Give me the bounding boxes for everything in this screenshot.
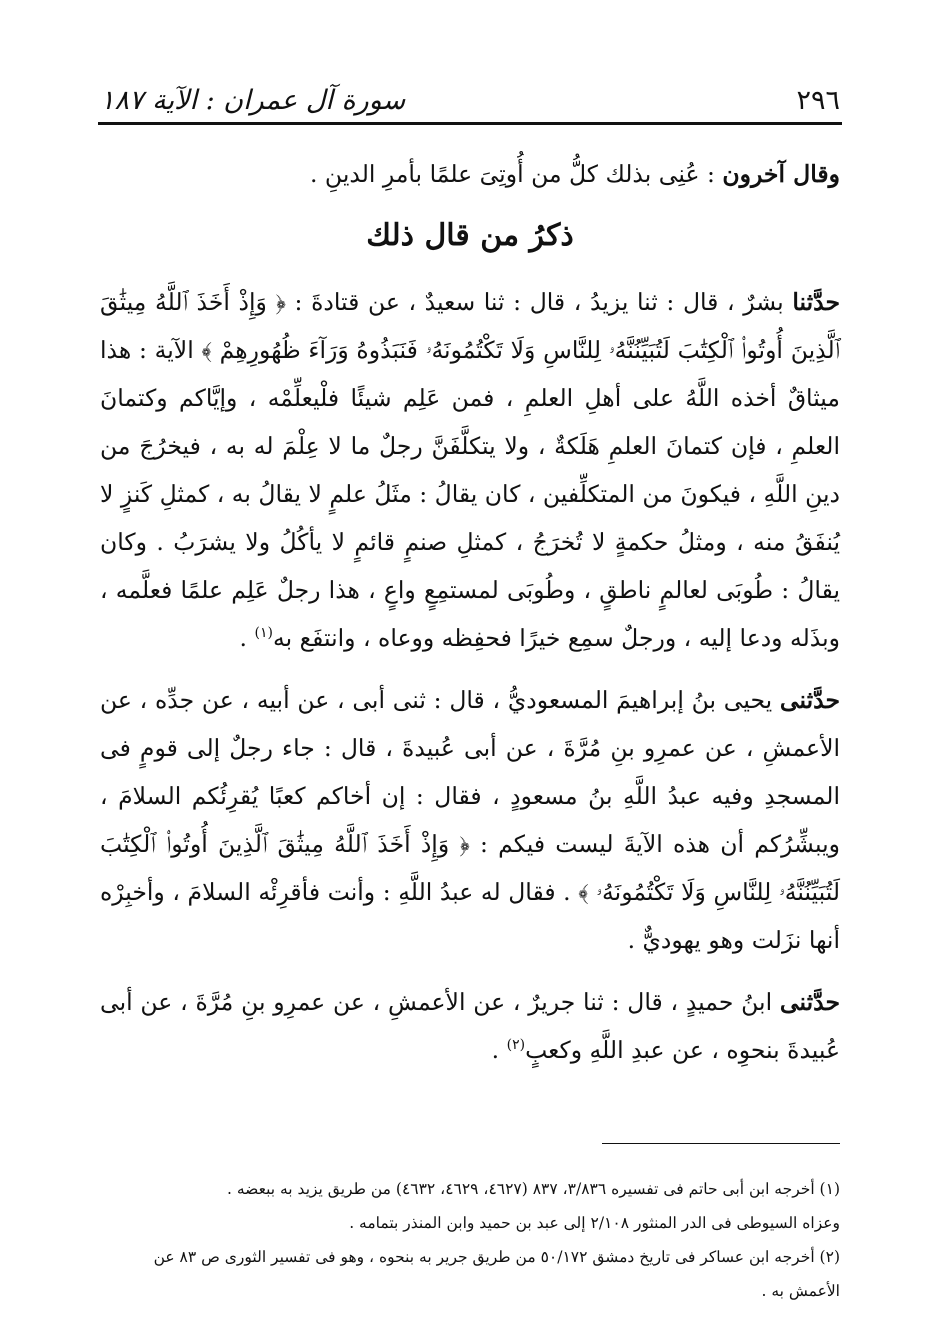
- section-heading: ذكرُ من قال ذلك: [366, 218, 574, 253]
- footnote: (٢) أخرجه ابن عساكر فى تاريخ دمشق ٥٠/١٧٢ من طريق جرير به بنحوه ، وهو فى تفسير الثورى ص ٨٣ عن الأعمش به .: [153, 1248, 840, 1300]
- page-number: ٢٩٦: [796, 85, 840, 116]
- narration-lead: حدَّثنى: [779, 988, 840, 1016]
- narration-paragraph: [100, 278, 840, 662]
- page-header: [100, 72, 840, 116]
- paragraph-lead: وقال آخرون: [722, 160, 840, 188]
- footnote: (١) أخرجه ابن أبى حاتم فى تفسيره ٣/٨٣٦، ٨٣٧ (٤٦٢٧، ٤٦٢٩، ٤٦٣٢) من طريق يزيد به ببعضه .: [227, 1180, 840, 1198]
- narration-paragraph: [100, 676, 840, 964]
- header-divider: [98, 122, 842, 125]
- paragraph-text: : عُنِى بذلك كلُّ من أُوتِىَ علمًا بأمرِ الدينِ .: [309, 160, 715, 188]
- footnote-marker: (١): [254, 625, 273, 642]
- sentence-end: .: [491, 1036, 500, 1064]
- narration-text: يحيى بنُ إبراهيمَ المسعوديُّ ، قال : ثنى أبى ، عن أبيه ، عن جدِّه ، عن الأعمشِ ، عن عمرِو بنِ مُرَّةَ ، عن أبى عُبيدةَ ، قال : جاء رجلٌ إلى قومٍ فى المسجدِ وفيه عبدُ اللَّهِ بنُ مسعودٍ ، فقال : إن أخاكم كعبًا يُقرِئُكم السلامَ ، ويبشِّرُكم أن هذه الآيةَ ليست فيكم : ﴿ وَإِذْ أَخَذَ ٱللَّهُ مِيثَٰقَ ٱلَّذِينَ أُوتُوا۟ ٱلْكِتَٰبَ لَتُبَيِّنُنَّهُۥ لِلنَّاسِ وَلَا تَكْتُمُونَهُۥ ﴾ . فقال له عبدُ اللَّهِ : وأنت فأقرِئْه السلامَ ، وأخبِرْه أنها نزَلت وهو يهوديٌّ .: [100, 686, 840, 954]
- footnote: وعزاه السيوطى فى الدر المنثور ٢/١٠٨ إلى عبد بن حميد وابن المنذر بتمامه .: [349, 1214, 840, 1232]
- opening-paragraph: [100, 150, 840, 198]
- main-text: [100, 150, 840, 1088]
- narration-paragraph: [100, 978, 840, 1074]
- narration-lead: حدَّثنى: [779, 686, 840, 714]
- running-title: سورة آل عمران : الآية ١٨٧: [100, 85, 406, 116]
- sentence-end: .: [239, 624, 248, 652]
- footnote-divider: [602, 1143, 840, 1144]
- narration-lead: حدَّثنا: [792, 288, 840, 316]
- narration-text: ابنُ حميدٍ ، قال : ثنا جريرٌ ، عن الأعمشِ ، عن عمرِو بنِ مُرَّةَ ، عن أبى عُبيدةَ بنحوِه ، عن عبدِ اللَّهِ وكعبٍ: [100, 988, 840, 1064]
- footnote-marker: (٢): [506, 1037, 526, 1054]
- footnotes: [100, 1172, 840, 1308]
- narration-text: بشرٌ ، قال : ثنا يزيدُ ، قال : ثنا سعيدٌ ، عن قتادةَ : ﴿ وَإِذْ أَخَذَ ٱللَّهُ مِيثَٰقَ ٱلَّذِينَ أُوتُوا۟ ٱلْكِتَٰبَ لَتُبَيِّنُنَّهُۥ لِلنَّاسِ وَلَا تَكْتُمُونَهُۥ فَنَبَذُوهُ وَرَآءَ ظُهُورِهِمْ ﴾ الآية : هذا ميثاقٌ أخذه اللَّهُ على أهلِ العلمِ ، فمن عَلِم شيئًا فلْيعلِّمْه ، وإيَّاكم وكتمانَ العلمِ ، فإن كتمانَ العلمِ هَلَكةٌ ، ولا يتكلَّفَنَّ رجلٌ ما لا عِلْمَ له به ، فيخرُجَ من دينِ اللَّهِ ، فيكونَ من المتكلِّفين ، كان يقالُ : مثَلُ علمٍ لا يقالُ به ، كمثلِ كَنزٍ لا يُنفَقُ منه ، ومثلُ حكمةٍ لا تُخرَجُ ، كمثلِ صنمٍ قائمٍ لا يأكُلُ ولا يشرَبُ . وكان يقالُ : طُوبَى لعالمٍ ناطقٍ ، وطُوبَى لمستمِعٍ واعٍ ، هذا رجلٌ عَلِم علمًا فعلَّمه ، وبذَله ودعا إليه ، ورجلٌ سمِع خيرًا فحفِظه ووعاه ، وانتفَع به: [100, 288, 840, 652]
